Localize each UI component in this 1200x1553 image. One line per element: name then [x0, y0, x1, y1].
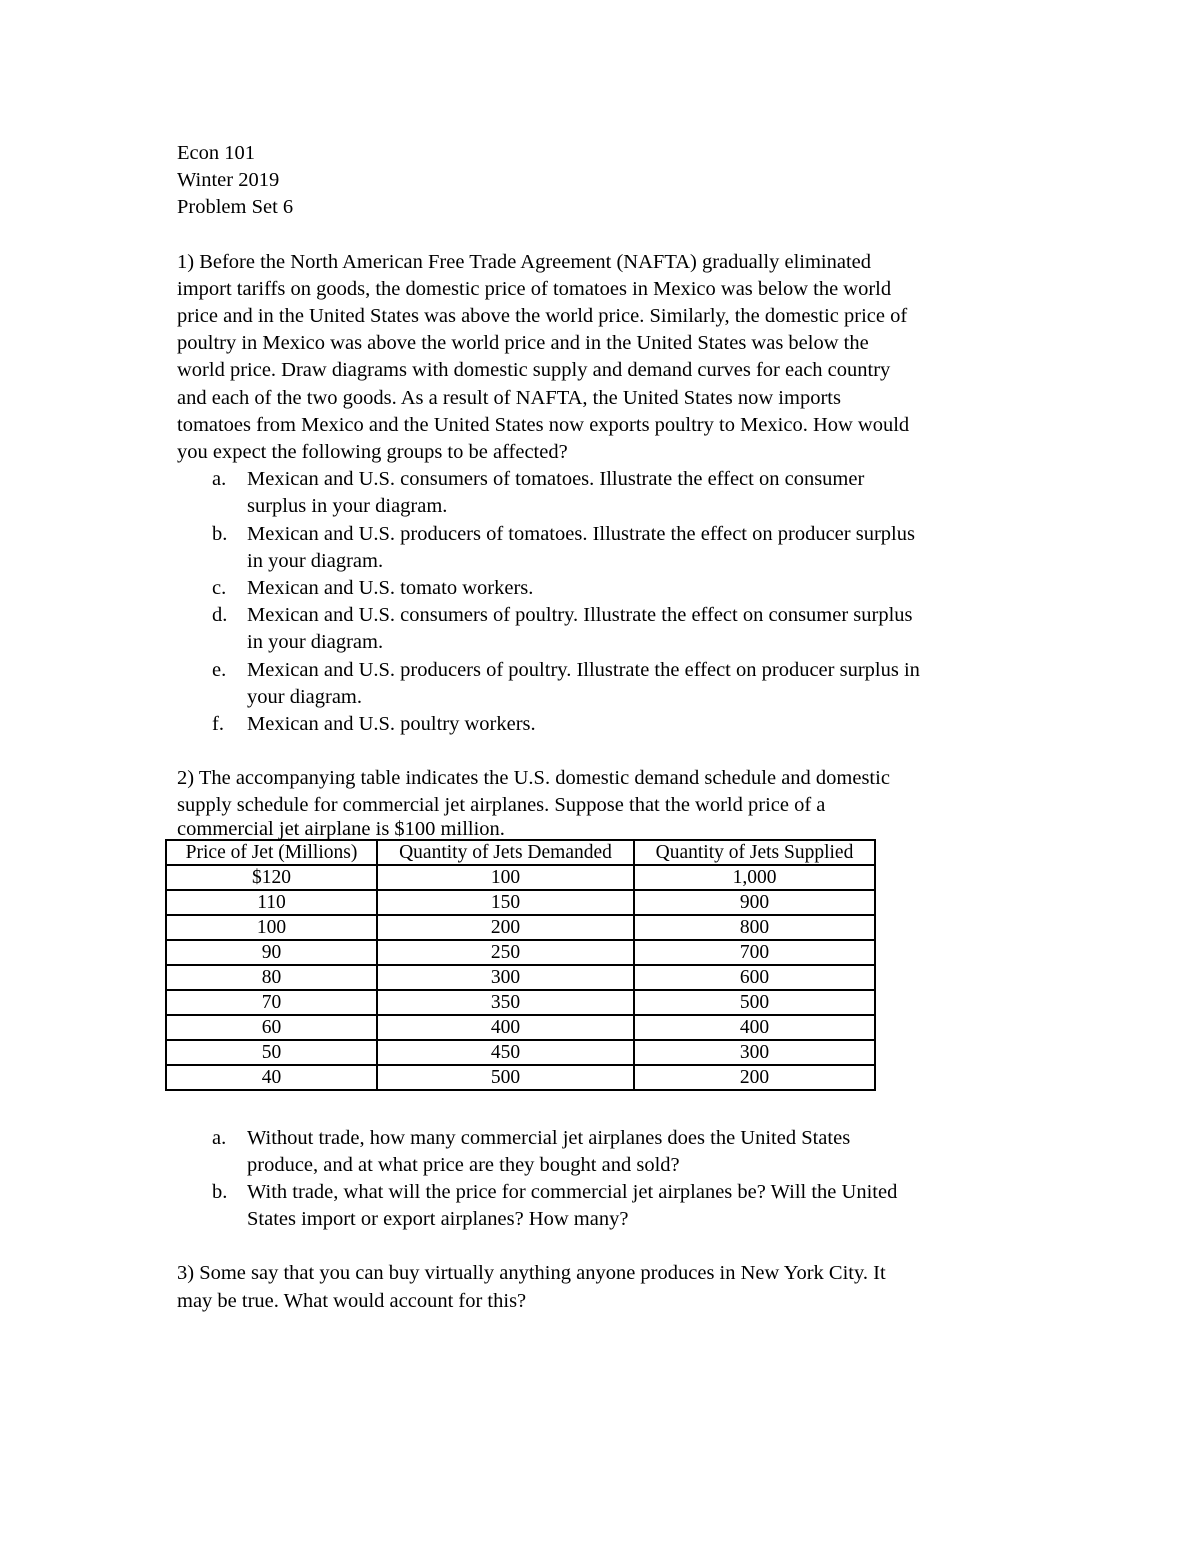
demanded-cell: 400 — [377, 1015, 634, 1040]
demanded-cell: 200 — [377, 915, 634, 940]
question-2-text: 2) The accompanying table indicates the U.S. domestic demand schedule and domestic supply schedule for commercial jet airplanes. Suppose that the world price of a commercial jet airplane is $100 million. — [177, 767, 890, 840]
page-title: Problem Set 6 — [177, 196, 294, 219]
table-row — [166, 965, 875, 990]
supplied-cell: 700 — [634, 940, 875, 965]
list-item: e. Mexican and U.S. producers of poultry. Illustrate the effect on producer surplus in your diagram. — [212, 658, 920, 708]
jet-schedule-table — [165, 839, 876, 1091]
term: Winter 2019 — [177, 169, 280, 192]
supplied-cell: 400 — [634, 1015, 875, 1040]
list-item: d. Mexican and U.S. consumers of poultry. Illustrate the effect on consumer surplus in your diagram. — [212, 604, 913, 654]
table-row — [166, 1015, 875, 1040]
price-cell: 50 — [166, 1040, 377, 1065]
column-header-demanded: Quantity of Jets Demanded — [377, 840, 634, 865]
price-cell: 100 — [166, 915, 377, 940]
price-cell: $120 — [166, 865, 377, 890]
question-1-text: 1) Before the North American Free Trade Agreement (NAFTA) gradually eliminated import tariffs on goods, the domestic price of tomatoes in Mexico was below the world price and in the United States was above the world price. Similarly, the domestic price of poultry in Mexico was above the world price and in the United States was below the world price. Draw diagrams with domestic supply and demand curves for each country and each of the two goods. As a result of NAFTA, the United States now imports tomatoes from Mexico and the United States now exports poultry to Mexico. How would you expect the following groups to be affected? — [177, 250, 910, 464]
header — [177, 140, 1037, 222]
supplied-cell: 200 — [634, 1065, 875, 1090]
table-row — [166, 940, 875, 965]
price-cell: 80 — [166, 965, 377, 990]
table-header-row — [166, 840, 875, 865]
table-row — [166, 915, 875, 940]
table-row — [166, 1065, 875, 1090]
question-2-subparts — [177, 1125, 1037, 1234]
supplied-cell: 800 — [634, 915, 875, 940]
price-cell: 70 — [166, 990, 377, 1015]
demanded-cell: 150 — [377, 890, 634, 915]
question-3: 3) Some say that you can buy virtually anything anyone produces in New York City. It may be true. What would account for this? — [177, 1262, 886, 1312]
question-1-subparts — [177, 466, 1037, 738]
list-item: c. Mexican and U.S. tomato workers. — [212, 577, 534, 600]
list-item: a. Without trade, how many commercial jet airplanes does the United States produce, and at what price are they bought and sold? — [212, 1126, 851, 1176]
demanded-cell: 250 — [377, 940, 634, 965]
problem-set-page — [177, 140, 1037, 1315]
column-header-supplied: Quantity of Jets Supplied — [634, 840, 875, 865]
price-cell: 40 — [166, 1065, 377, 1090]
list-item: b. With trade, what will the price for commercial jet airplanes be? Will the United States import or export airplanes? How many? — [212, 1181, 898, 1231]
demanded-cell: 500 — [377, 1065, 634, 1090]
list-item: f. Mexican and U.S. poultry workers. — [212, 713, 536, 736]
demanded-cell: 350 — [377, 990, 634, 1015]
supplied-cell: 900 — [634, 890, 875, 915]
column-header-price: Price of Jet (Millions) — [166, 840, 377, 865]
question-2 — [177, 765, 1037, 1233]
course-name: Econ 101 — [177, 142, 255, 164]
list-item: a. Mexican and U.S. consumers of tomatoes. Illustrate the effect on consumer surplus in your diagram. — [212, 468, 865, 518]
price-cell: 60 — [166, 1015, 377, 1040]
supplied-cell: 300 — [634, 1040, 875, 1065]
jet-table-wrapper — [177, 839, 1037, 1098]
supplied-cell: 500 — [634, 990, 875, 1015]
supplied-cell: 1,000 — [634, 865, 875, 890]
supplied-cell: 600 — [634, 965, 875, 990]
price-cell: 90 — [166, 940, 377, 965]
table-row — [166, 990, 875, 1015]
demanded-cell: 300 — [377, 965, 634, 990]
table-row — [166, 1040, 875, 1065]
table-row — [166, 865, 875, 890]
demanded-cell: 450 — [377, 1040, 634, 1065]
price-cell: 110 — [166, 890, 377, 915]
table-row — [166, 890, 875, 915]
question-1 — [177, 249, 1037, 739]
list-item: b. Mexican and U.S. producers of tomatoes. Illustrate the effect on producer surplus in your diagram. — [212, 522, 915, 572]
demanded-cell: 100 — [377, 865, 634, 890]
